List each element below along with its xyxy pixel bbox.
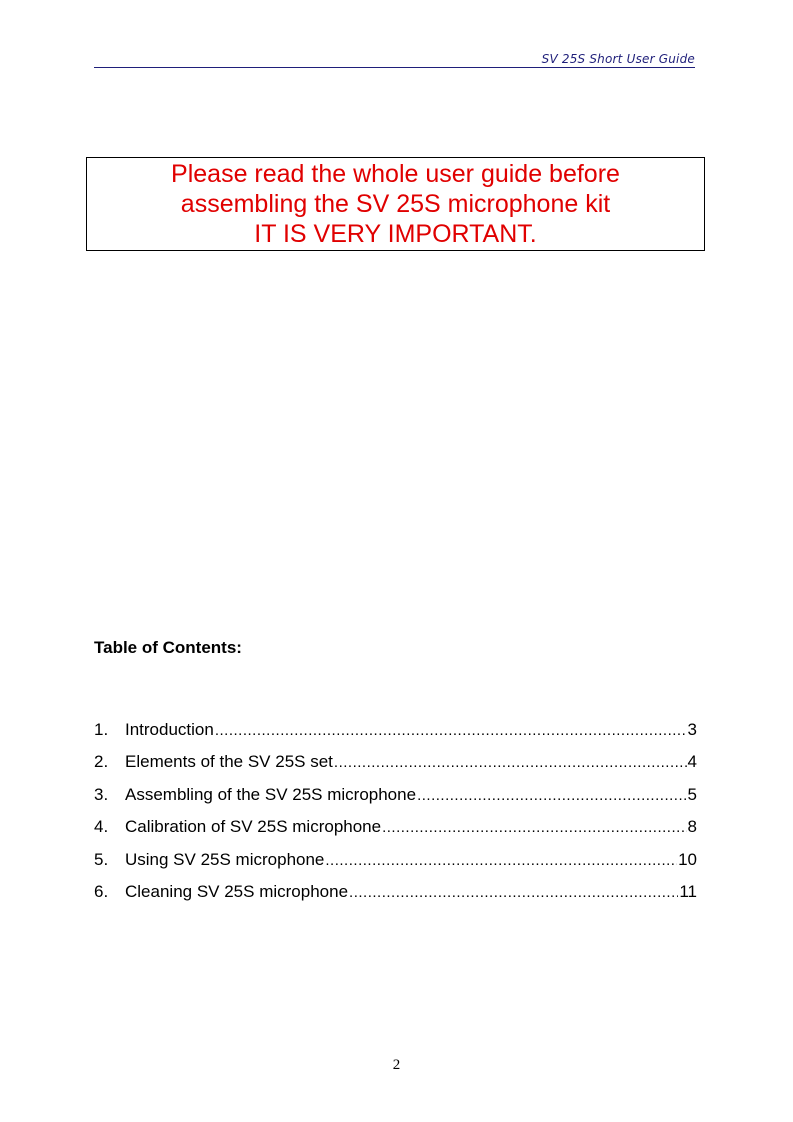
toc-entry-elements[interactable] xyxy=(94,750,697,782)
toc-entry-number: 1. xyxy=(94,720,109,739)
toc-entry-introduction[interactable] xyxy=(94,718,697,750)
important-notice-box xyxy=(86,157,705,251)
toc-entry-page: 11 xyxy=(679,881,697,901)
toc-entry-number: 5. xyxy=(94,849,109,869)
running-header: SV 25S Short User Guide xyxy=(541,52,695,66)
toc-entry-number: 3. xyxy=(94,784,109,804)
table-of-contents xyxy=(94,718,697,912)
toc-entry-assembling[interactable] xyxy=(94,783,697,815)
toc-entry-page: 10 xyxy=(678,849,697,869)
dot-leader xyxy=(334,751,687,775)
toc-entry-label: Using SV 25S microphone xyxy=(125,849,325,869)
toc-entry-label: Assembling of the SV 25S microphone xyxy=(125,784,417,804)
dot-leader xyxy=(382,816,686,840)
toc-entry-page: 3 xyxy=(687,720,697,739)
toc-entry-label: Calibration of SV 25S microphone xyxy=(125,817,382,837)
header-divider xyxy=(94,67,695,68)
dot-leader xyxy=(417,784,686,808)
dot-leader xyxy=(325,849,677,873)
notice-line-2: assembling the SV 25S microphone kit xyxy=(180,190,611,218)
toc-title: Table of Contents: xyxy=(94,638,242,657)
toc-entry-page: 4 xyxy=(687,752,697,772)
toc-entry-page: 8 xyxy=(687,817,697,837)
toc-entry-number: 4. xyxy=(94,817,109,837)
toc-entry-label: Introduction xyxy=(125,720,214,739)
toc-entry-cleaning[interactable] xyxy=(94,880,697,912)
toc-entry-label: Elements of the SV 25S set xyxy=(125,752,333,772)
notice-line-1: Please read the whole user guide before xyxy=(171,160,620,188)
dot-leader xyxy=(349,881,678,905)
toc-entry-calibration[interactable] xyxy=(94,815,697,847)
page-number: 2 xyxy=(392,1057,401,1073)
toc-entry-using[interactable] xyxy=(94,848,697,880)
dot-leader xyxy=(215,719,687,743)
notice-line-3: IT IS VERY IMPORTANT. xyxy=(254,220,537,248)
toc-entry-number: 6. xyxy=(94,881,109,901)
toc-entry-label: Cleaning SV 25S microphone xyxy=(125,881,349,901)
toc-entry-number: 2. xyxy=(94,752,109,772)
toc-entry-page: 5 xyxy=(687,784,697,804)
